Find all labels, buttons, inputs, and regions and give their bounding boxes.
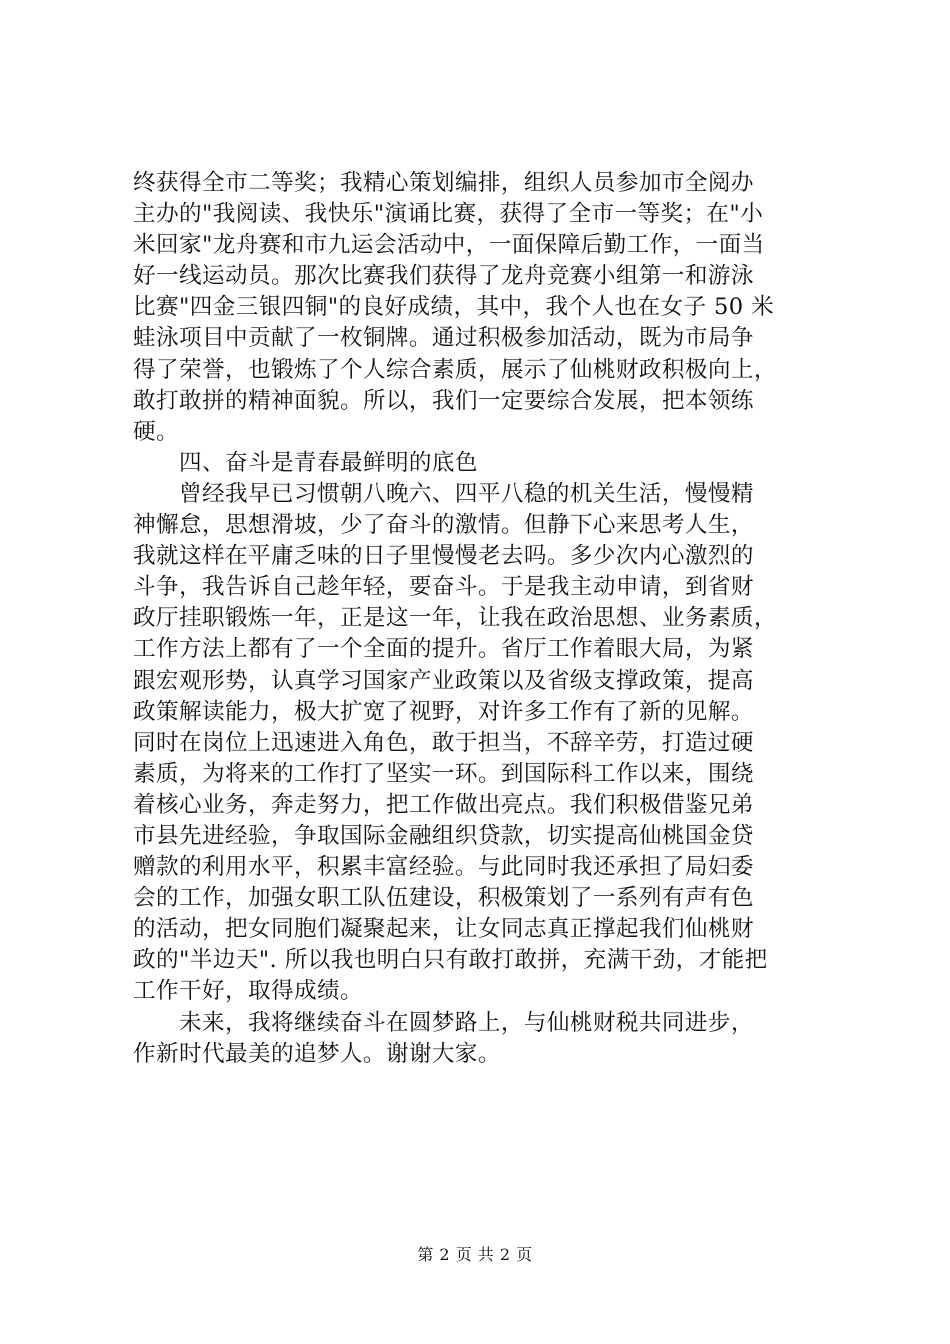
text-line: 得了荣誉，也锻炼了个人综合素质，展示了仙桃财政积极向上， <box>133 356 777 383</box>
text-line: 敢打敢拼的精神面貌。所以，我们一定要综合发展，把本领练 <box>133 387 754 414</box>
text-line: 四、奋斗是青春最鲜明的底色 <box>179 449 478 476</box>
document-body <box>133 168 823 1070</box>
text-line: 蛙泳项目中贡献了一枚铜牌。通过积极参加活动，既为市局争 <box>133 325 754 352</box>
text-line: 跟宏观形势，认真学习国家产业政策以及省级支撑政策，提高 <box>133 667 754 694</box>
page-footer: 第 2 页 共 2 页 <box>417 1245 533 1264</box>
text-line: 神懈怠，思想滑坡，少了奋斗的激情。但静下心来思考人生， <box>133 512 754 539</box>
text-line: 政的"半边天". 所以我也明白只有敢打敢拼，充满干劲，才能把 <box>133 947 768 974</box>
text-line: 同时在岗位上迅速进入角色，敢于担当，不辞辛劳，打造过硬 <box>133 729 754 756</box>
text-line: 赠款的利用水平，积累丰富经验。与此同时我还承担了局妇委 <box>133 854 754 881</box>
text-line: 未来，我将继续奋斗在圆梦路上，与仙桃财税共同进步， <box>179 1009 754 1036</box>
text-line: 作新时代最美的追梦人。谢谢大家。 <box>133 1040 501 1067</box>
text-line: 政策解读能力，极大扩宽了视野，对许多工作有了新的见解。 <box>133 698 754 725</box>
text-line: 会的工作，加强女职工队伍建设，积极策划了一系列有声有色 <box>133 885 754 912</box>
text-line: 硬。 <box>133 418 179 445</box>
text-line: 工作干好，取得成绩。 <box>133 978 363 1005</box>
text-line: 工作方法上都有了一个全面的提升。省厅工作着眼大局，为紧 <box>133 636 754 663</box>
text-line: 米回家"龙舟赛和市九运会活动中，一面保障后勤工作，一面当 <box>133 232 765 259</box>
text-line: 主办的"我阅读、我快乐"演诵比赛，获得了全市一等奖；在"小 <box>133 201 764 228</box>
text-line: 着核心业务，奔走努力，把工作做出亮点。我们积极借鉴兄弟 <box>133 791 754 818</box>
text-line: 终获得全市二等奖；我精心策划编排，组织人员参加市全阅办 <box>133 170 754 196</box>
text-line: 政厅挂职锻炼一年，正是这一年，让我在政治思想、业务素质， <box>133 605 777 632</box>
text-line: 好一线运动员。那次比赛我们获得了龙舟竞赛小组第一和游泳 <box>133 263 754 290</box>
text-line: 斗争，我告诉自己趁年轻，要奋斗。于是我主动申请，到省财 <box>133 574 754 601</box>
text-line: 我就这样在平庸乏味的日子里慢慢老去吗。多少次内心激烈的 <box>133 543 754 570</box>
text-line: 曾经我早已习惯朝八晚六、四平八稳的机关生活，慢慢精 <box>179 480 754 507</box>
text-line: 市县先进经验，争取国际金融组织贷款，切实提高仙桃国金贷 <box>133 822 754 849</box>
text-line: 素质，为将来的工作打了坚实一环。到国际科工作以来，围绕 <box>133 760 754 787</box>
text-line: 的活动，把女同胞们凝聚起来，让女同志真正撑起我们仙桃财 <box>133 916 754 943</box>
text-line: 比赛"四金三银四铜"的良好成绩，其中，我个人也在女子 50 米 <box>133 294 775 321</box>
